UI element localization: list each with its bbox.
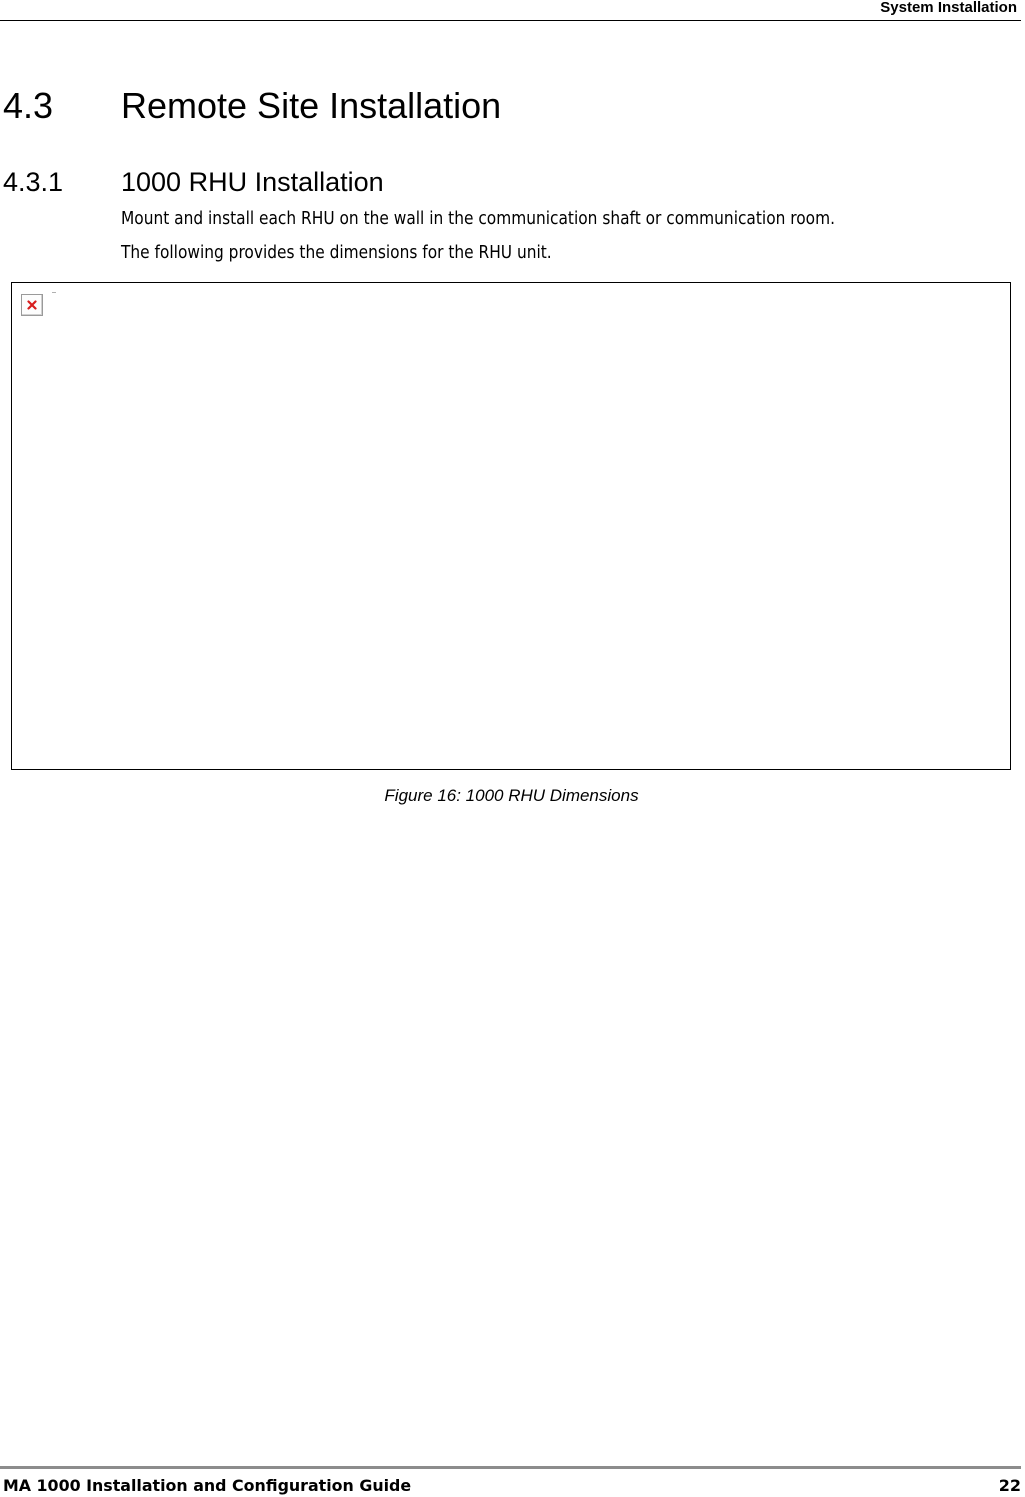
broken-image-icon: [21, 294, 43, 316]
figure-frame: [11, 282, 1011, 770]
x-mark-icon: [27, 300, 37, 310]
running-header: [0, 0, 1021, 21]
body-paragraph-dimensions: The following provides the dimensions for the RHU unit.: [121, 243, 552, 263]
section-number: 4.3: [3, 85, 54, 126]
body-paragraph-mount: Mount and install each RHU on the wall in the communication shaft or communication room.: [121, 209, 836, 229]
subsection-title: 1000 RHU Installation: [121, 167, 384, 197]
footer-rule: [0, 1466, 1021, 1469]
running-header-title: System Installation: [880, 0, 1017, 16]
subsection-number: 4.3.1: [3, 167, 64, 197]
footer-document-title: MA 1000 Installation and Configuration Guide: [3, 1476, 412, 1495]
section-title: Remote Site Installation: [121, 85, 502, 126]
figure-caption: [0, 786, 1025, 806]
footer-page-number: 22: [998, 1476, 1021, 1495]
figure-caption-text: Figure 16: 1000 RHU Dimensions: [384, 786, 639, 805]
image-alt-stub: [52, 292, 56, 293]
